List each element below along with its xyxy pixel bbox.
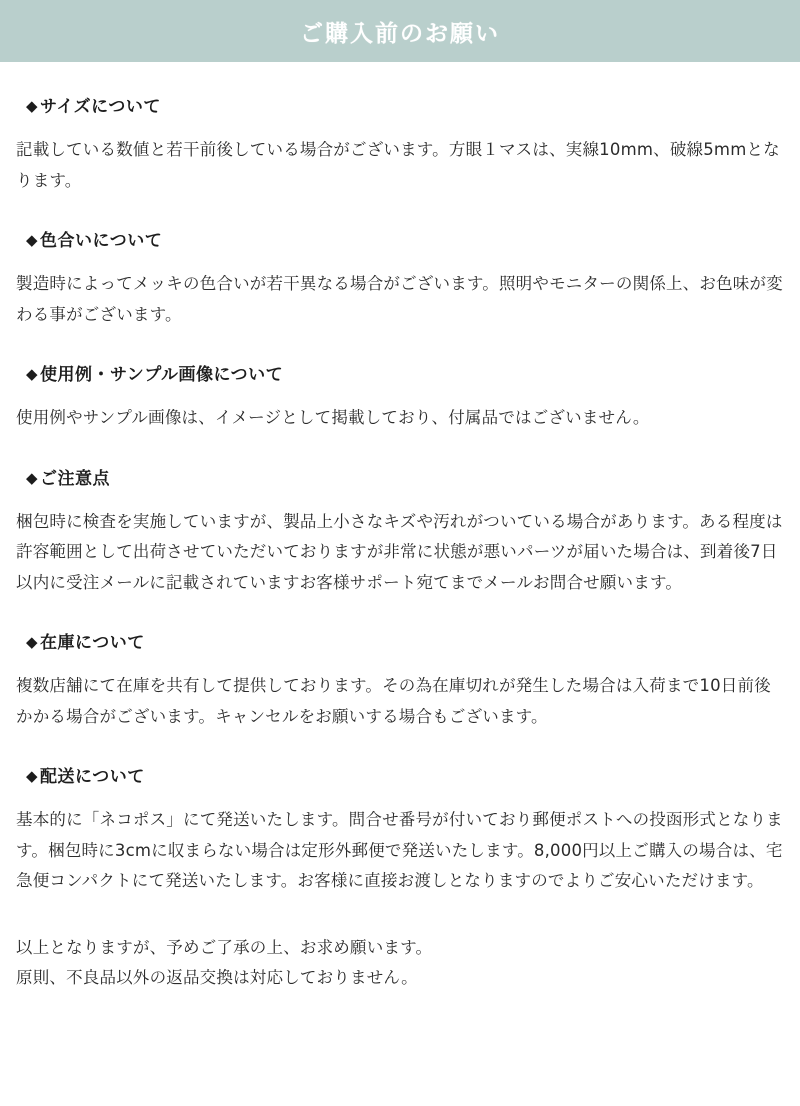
section-size	[16, 92, 784, 196]
section-body-cautions	[16, 507, 784, 599]
section-heading-color	[26, 226, 784, 251]
section-heading-sample-images-label: 使用例・サンプル画像について	[40, 365, 284, 386]
section-body-size	[16, 135, 784, 196]
paragraph: 梱包時に検査を実施していますが、製品上小さなキズや汚れがついている場合があります。ある程度は許容範囲として出荷させていただいておりますが非常に状態が悪いパーツが届いた場合は、到着後7日以内に受注メールに記載されていますお客様サポート宛てまでメールお問合せ願います。	[16, 511, 783, 592]
closing-line-1: 以上となりますが、予めご了承の上、お求め願います。	[16, 937, 433, 957]
section-body-stock	[16, 671, 784, 732]
section-body-sample-images	[16, 403, 784, 434]
section-heading-sample-images	[26, 360, 784, 385]
paragraph: 基本的に「ネコポス」にて発送いたします。問合せ番号が付いており郵便ポストへの投函形式となります。梱包時に3cmに収まらない場合は定形外郵便で発送いたします。8,000円以上ご購入の場合は、宅急便コンパクトにて発送いたします。お客様に直接お渡しとなりますのでよりご安心いただけます。	[16, 810, 783, 891]
section-heading-color-label: 色合いについて	[40, 231, 163, 252]
section-heading-cautions-label: ご注意点	[40, 468, 111, 489]
notice-content	[0, 92, 800, 1004]
diamond-bullet-icon: ◆	[26, 633, 39, 652]
section-heading-stock	[26, 628, 784, 653]
section-heading-shipping	[26, 762, 784, 787]
section-body-color	[16, 269, 784, 330]
section-body-shipping	[16, 805, 784, 897]
section-heading-size-label: サイズについて	[40, 97, 161, 117]
section-heading-shipping-label: 配送について	[40, 767, 145, 788]
section-heading-size	[26, 92, 784, 117]
page-header-band	[0, 0, 800, 62]
section-color	[16, 226, 784, 330]
section-heading-stock-label: 在庫について	[40, 633, 145, 654]
section-sample-images	[16, 360, 784, 434]
closing-line-2: 原則、不良品以外の返品交換は対応しておりません。	[16, 968, 418, 988]
diamond-bullet-icon: ◆	[26, 97, 39, 115]
diamond-bullet-icon: ◆	[26, 365, 39, 384]
closing-note	[16, 933, 784, 994]
diamond-bullet-icon: ◆	[26, 767, 39, 786]
paragraph: 複数店舗にて在庫を共有して提供しております。その為在庫切れが発生した場合は入荷まで10日前後かかる場合がございます。キャンセルをお願いする場合もございます。	[16, 676, 771, 726]
section-heading-cautions	[26, 464, 784, 489]
section-cautions	[16, 464, 784, 599]
paragraph: 製造時によってメッキの色合いが若干異なる場合がございます。照明やモニターの関係上、お色味が変わる事がございます。	[16, 274, 783, 324]
paragraph: 使用例やサンプル画像は、イメージとして掲載しており、付属品ではございません。	[16, 408, 650, 428]
diamond-bullet-icon: ◆	[26, 468, 39, 487]
diamond-bullet-icon: ◆	[26, 231, 39, 250]
paragraph: 記載している数値と若干前後している場合がございます。方眼１マスは、実線10mm、破線5mmとなります。	[16, 140, 780, 190]
page-title: ご購入前のお願い	[300, 20, 500, 47]
section-shipping	[16, 762, 784, 897]
section-stock	[16, 628, 784, 732]
